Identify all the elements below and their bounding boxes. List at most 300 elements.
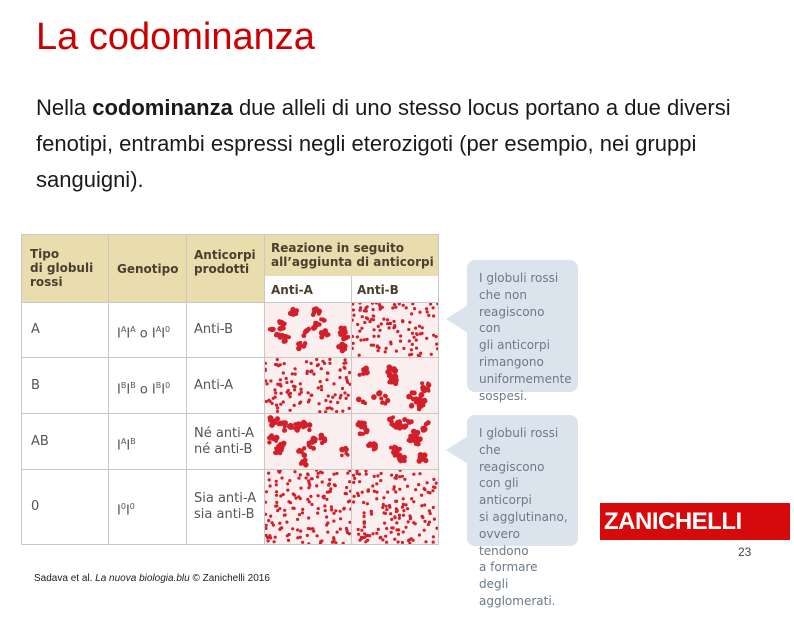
cell-clump — [356, 397, 361, 402]
red-cell — [328, 478, 331, 481]
red-cell — [345, 376, 348, 379]
red-cell — [375, 532, 378, 535]
column-divider — [108, 235, 109, 544]
red-cell — [307, 542, 310, 544]
red-cell — [305, 360, 308, 363]
red-cell — [362, 520, 365, 523]
red-cell — [310, 503, 313, 506]
red-cell — [316, 364, 319, 367]
red-cell — [307, 516, 310, 519]
red-cell — [280, 476, 283, 479]
red-cell — [410, 497, 413, 500]
callout-agglutinated — [467, 415, 578, 608]
cell-clump — [340, 454, 344, 458]
cell-clump — [296, 346, 302, 352]
red-cell — [296, 528, 299, 531]
red-cell — [293, 388, 296, 391]
red-cell — [418, 311, 421, 314]
red-cell — [274, 363, 277, 366]
page-number: 23 — [738, 545, 752, 559]
cell-clump — [400, 456, 405, 461]
cell-genotype: $I^BI^B$ o $I^BI^0$ — [117, 380, 171, 397]
red-cell — [294, 373, 297, 376]
red-cell — [415, 339, 418, 342]
red-cell — [300, 391, 303, 394]
red-cell — [327, 490, 330, 493]
cell-genotype: $I^AI^B$ — [117, 436, 136, 453]
red-cell — [320, 367, 323, 370]
red-cell — [432, 506, 435, 509]
cell-clump — [280, 320, 285, 325]
red-cell — [283, 509, 286, 512]
red-cell — [274, 391, 277, 394]
red-cell — [385, 508, 388, 511]
red-cell — [280, 392, 283, 395]
red-cell — [268, 478, 271, 481]
red-cell — [380, 472, 383, 475]
red-cell — [390, 518, 393, 521]
cell-clump — [301, 425, 305, 429]
slide-body-text — [36, 90, 776, 198]
red-cell — [360, 529, 363, 532]
publisher-logo — [600, 503, 790, 540]
cell-clump — [391, 423, 397, 429]
red-cell — [289, 392, 292, 395]
red-cell — [377, 325, 380, 328]
red-cell — [436, 347, 438, 350]
red-cell — [292, 385, 295, 388]
cell-clump — [364, 370, 369, 375]
red-cell — [283, 362, 286, 365]
red-cell — [345, 397, 348, 400]
red-cell — [427, 523, 430, 526]
cell-clump — [420, 381, 424, 385]
red-cell — [432, 485, 435, 488]
cell-clump — [322, 319, 326, 323]
red-cell — [363, 511, 366, 514]
red-cell — [274, 536, 277, 539]
red-cell — [398, 517, 401, 520]
red-cell — [352, 342, 355, 345]
red-cell — [320, 539, 323, 542]
red-cell — [362, 501, 365, 504]
red-cell — [376, 345, 379, 348]
red-cell — [396, 330, 399, 333]
red-cell — [412, 500, 415, 503]
red-cell — [394, 490, 397, 493]
cell-blood-type: B — [31, 377, 40, 393]
red-cell — [343, 391, 346, 394]
red-cell — [352, 314, 355, 317]
red-cell — [398, 514, 401, 517]
red-cell — [276, 358, 279, 361]
red-cell — [378, 303, 381, 306]
red-cell — [275, 404, 278, 407]
cell-clump — [384, 394, 388, 398]
red-cell — [305, 476, 308, 479]
cell-clump — [395, 369, 399, 373]
red-cell — [299, 487, 302, 490]
red-cell — [401, 475, 404, 478]
red-cell — [432, 306, 435, 309]
red-cell — [398, 303, 401, 306]
red-cell — [319, 380, 322, 383]
credit-line — [34, 573, 270, 584]
blood-type-table — [21, 234, 439, 545]
red-cell — [336, 401, 339, 404]
red-cell — [299, 388, 302, 391]
red-cell — [319, 470, 322, 473]
red-cell — [360, 327, 363, 330]
red-cell — [397, 540, 400, 543]
red-cell — [299, 473, 302, 476]
cell-clump — [307, 422, 313, 428]
red-cell — [426, 481, 429, 484]
cell-clump — [393, 445, 398, 450]
red-cell — [316, 512, 319, 515]
cell-antibodies: Anti-B — [194, 322, 233, 337]
red-cell — [397, 533, 400, 536]
red-cell — [297, 477, 300, 480]
cell-clump — [320, 441, 324, 445]
red-cell — [265, 524, 268, 527]
red-cell — [411, 303, 414, 305]
red-cell — [393, 538, 396, 541]
agglutinated-cells — [352, 358, 438, 413]
red-cell — [279, 378, 282, 381]
red-cell — [359, 309, 362, 312]
red-cell — [435, 527, 438, 530]
cell-clump — [368, 441, 372, 445]
red-cell — [294, 497, 297, 500]
cell-clump — [358, 373, 362, 377]
red-cell — [292, 492, 295, 495]
red-cell — [298, 513, 301, 516]
body-text-pre: Nella — [36, 95, 93, 120]
red-cell — [429, 303, 432, 306]
cell-clump — [309, 439, 315, 445]
agglutinated-cells — [352, 414, 438, 469]
red-cell — [316, 475, 319, 478]
red-cell — [410, 312, 413, 315]
red-cell — [269, 484, 272, 487]
red-cell — [417, 483, 420, 486]
red-cell — [309, 527, 312, 530]
cell-clump — [389, 377, 394, 382]
red-cell — [332, 473, 335, 476]
red-cell — [377, 349, 380, 352]
red-cell — [393, 516, 396, 519]
red-cell — [411, 343, 414, 346]
cell-clump — [338, 330, 342, 334]
anti-b-sample — [352, 303, 438, 357]
red-cell — [329, 487, 332, 490]
red-cell — [357, 494, 360, 497]
red-cell — [282, 400, 285, 403]
red-cell — [278, 522, 281, 525]
red-cell — [373, 490, 376, 493]
cell-clump — [406, 394, 412, 400]
anti-b-sample — [352, 470, 438, 544]
red-cell — [333, 483, 336, 486]
cell-clump — [282, 428, 287, 433]
red-cell — [317, 507, 320, 510]
red-cell — [276, 410, 279, 413]
header-type: Tipo di globuli rossi — [30, 247, 94, 289]
red-cell — [423, 520, 426, 523]
red-cell — [372, 335, 375, 338]
red-cell — [310, 394, 313, 397]
red-cell — [367, 488, 370, 491]
red-cell — [286, 482, 289, 485]
red-cell — [327, 394, 330, 397]
cell-clump — [317, 312, 321, 316]
red-cell — [325, 498, 328, 501]
red-cell — [399, 334, 402, 337]
red-cell — [414, 327, 417, 330]
red-cell — [391, 306, 394, 309]
cell-clump — [342, 326, 346, 330]
red-cell — [285, 381, 288, 384]
red-cell — [293, 470, 296, 473]
red-cell — [276, 406, 279, 409]
anti-b-sample — [352, 414, 438, 469]
red-cell — [344, 358, 347, 361]
red-cell — [311, 477, 314, 480]
red-cell — [321, 480, 324, 483]
red-cell — [428, 509, 431, 512]
red-cell — [276, 383, 279, 386]
red-cell — [404, 526, 407, 529]
column-divider — [186, 235, 187, 544]
cell-clump — [308, 445, 312, 449]
red-cell — [371, 303, 374, 305]
header-genotype: Genotipo — [117, 262, 179, 276]
red-cell — [289, 395, 292, 398]
header-antibodies: Anticorpi prodotti — [194, 248, 256, 276]
cell-clump — [323, 436, 327, 440]
callout-uniform — [467, 260, 578, 403]
red-cell — [375, 497, 378, 500]
credit-title: La nuova biologia.blu — [95, 573, 190, 584]
cell-clump — [307, 428, 311, 432]
red-cell — [421, 516, 424, 519]
red-cell — [401, 541, 404, 544]
red-cell — [405, 306, 408, 309]
cell-clump — [301, 333, 306, 338]
cell-genotype: $I^AI^A$ o $I^AI^0$ — [117, 325, 171, 342]
cell-clump — [299, 449, 304, 454]
red-cell — [413, 307, 416, 310]
red-cell — [280, 526, 283, 529]
anti-a-sample — [265, 414, 351, 469]
red-cell — [339, 527, 342, 530]
cell-clump — [295, 422, 299, 426]
red-cell — [291, 372, 294, 375]
cell-clump — [424, 422, 429, 427]
red-cell — [332, 520, 335, 523]
red-cell — [395, 521, 398, 524]
red-cell — [328, 362, 331, 365]
red-cell — [341, 387, 344, 390]
red-cell — [412, 473, 415, 476]
red-cell — [267, 399, 270, 402]
cell-clump — [371, 394, 377, 400]
red-cell — [380, 322, 383, 325]
red-cell — [435, 335, 438, 338]
red-cell — [398, 475, 401, 478]
red-cell — [378, 329, 381, 332]
red-cell — [316, 534, 319, 537]
red-cell — [265, 527, 268, 530]
cell-clump — [302, 452, 308, 458]
red-cell — [360, 536, 363, 539]
red-cell — [384, 535, 387, 538]
red-cell — [265, 362, 267, 365]
red-cell — [289, 501, 292, 504]
body-text-bold: codominanza — [92, 95, 233, 120]
red-cell — [389, 512, 392, 515]
red-cell — [415, 347, 418, 350]
red-cell — [273, 388, 276, 391]
cell-antibodies: Né anti-A né anti-B — [194, 425, 255, 457]
anti-a-sample — [265, 303, 351, 357]
red-cell — [364, 540, 367, 543]
credit-pre: Sadava et al. — [34, 573, 96, 584]
red-cell — [365, 309, 368, 312]
header-anti-a: Anti-A — [271, 283, 313, 297]
red-cell — [339, 517, 342, 520]
red-cell — [363, 515, 366, 518]
red-cell — [308, 500, 311, 503]
red-cell — [410, 348, 413, 351]
red-cell — [356, 323, 359, 326]
red-cell — [432, 478, 435, 481]
red-cell — [370, 510, 373, 513]
cell-clump — [275, 416, 280, 421]
red-cell — [323, 504, 326, 507]
cell-clump — [311, 325, 317, 331]
red-cell — [348, 480, 351, 483]
red-cell — [361, 491, 364, 494]
red-cell — [317, 494, 320, 497]
red-cell — [267, 539, 270, 542]
red-cell — [432, 535, 435, 538]
red-cell — [325, 515, 328, 518]
red-cell — [388, 504, 391, 507]
red-cell — [401, 319, 404, 322]
red-cell — [423, 487, 426, 490]
red-cell — [301, 511, 304, 514]
red-cell — [267, 472, 270, 475]
red-cell — [310, 370, 313, 373]
red-cell — [318, 410, 321, 413]
cell-blood-type: 0 — [31, 499, 40, 514]
red-cell — [363, 321, 366, 324]
red-cell — [427, 314, 430, 317]
red-cell — [358, 480, 361, 483]
red-cell — [402, 304, 405, 307]
red-cell — [385, 541, 388, 544]
red-cell — [408, 339, 411, 342]
red-cell — [326, 521, 329, 524]
red-cell — [326, 371, 329, 374]
red-cell — [315, 358, 318, 361]
cell-clump — [306, 327, 311, 332]
red-cell — [285, 377, 288, 380]
red-cell — [392, 320, 395, 323]
red-cell — [373, 328, 376, 331]
red-cell — [339, 394, 342, 397]
red-cell — [301, 541, 304, 544]
cell-clump — [412, 435, 416, 439]
red-cell — [406, 507, 409, 510]
red-cell — [384, 350, 387, 353]
red-cell — [331, 396, 334, 399]
red-cell — [334, 393, 337, 396]
red-cell — [321, 360, 324, 363]
red-cell — [377, 528, 380, 531]
red-cell — [296, 518, 299, 521]
red-cell — [344, 492, 347, 495]
cell-clump — [341, 336, 346, 341]
red-cell — [425, 307, 428, 310]
red-cell — [308, 481, 311, 484]
red-cell — [423, 529, 426, 532]
red-cell — [411, 332, 414, 335]
red-cell — [364, 470, 367, 473]
red-cell — [402, 497, 405, 500]
red-cell — [269, 515, 272, 518]
red-cell — [375, 482, 378, 485]
uniform-cells — [352, 303, 438, 357]
red-cell — [334, 509, 337, 512]
red-cell — [382, 503, 385, 506]
red-cell — [339, 369, 342, 372]
red-cell — [386, 491, 389, 494]
red-cell — [348, 407, 351, 410]
red-cell — [379, 536, 382, 539]
red-cell — [332, 382, 335, 385]
red-cell — [352, 303, 354, 306]
red-cell — [359, 339, 362, 342]
red-cell — [395, 500, 398, 503]
red-cell — [329, 400, 332, 403]
anti-a-sample — [265, 358, 351, 413]
red-cell — [342, 507, 345, 510]
logo-text: ZANICHELLI — [604, 508, 742, 535]
red-cell — [326, 531, 329, 534]
red-cell — [339, 510, 342, 513]
red-cell — [298, 402, 301, 405]
red-cell — [271, 521, 274, 524]
red-cell — [330, 508, 333, 511]
cell-clump — [408, 437, 414, 443]
red-cell — [349, 490, 351, 493]
cell-clump — [267, 440, 271, 444]
red-cell — [315, 470, 318, 472]
red-cell — [353, 495, 356, 498]
callout-agglutinated-text: I globuli rossi che reagiscono con gli anticorpi si agglutinano, ovvero tendono a formare degli agglomerati. — [479, 426, 568, 608]
callout-uniform-text: I globuli rossi che non reagiscono con gli anticorpi rimangono uniformemente sospesi. — [479, 271, 572, 403]
uniform-cells — [352, 470, 438, 544]
red-cell — [266, 382, 269, 385]
red-cell — [366, 502, 369, 505]
red-cell — [269, 536, 272, 539]
red-cell — [291, 507, 294, 510]
anti-b-sample — [352, 358, 438, 413]
red-cell — [413, 336, 416, 339]
